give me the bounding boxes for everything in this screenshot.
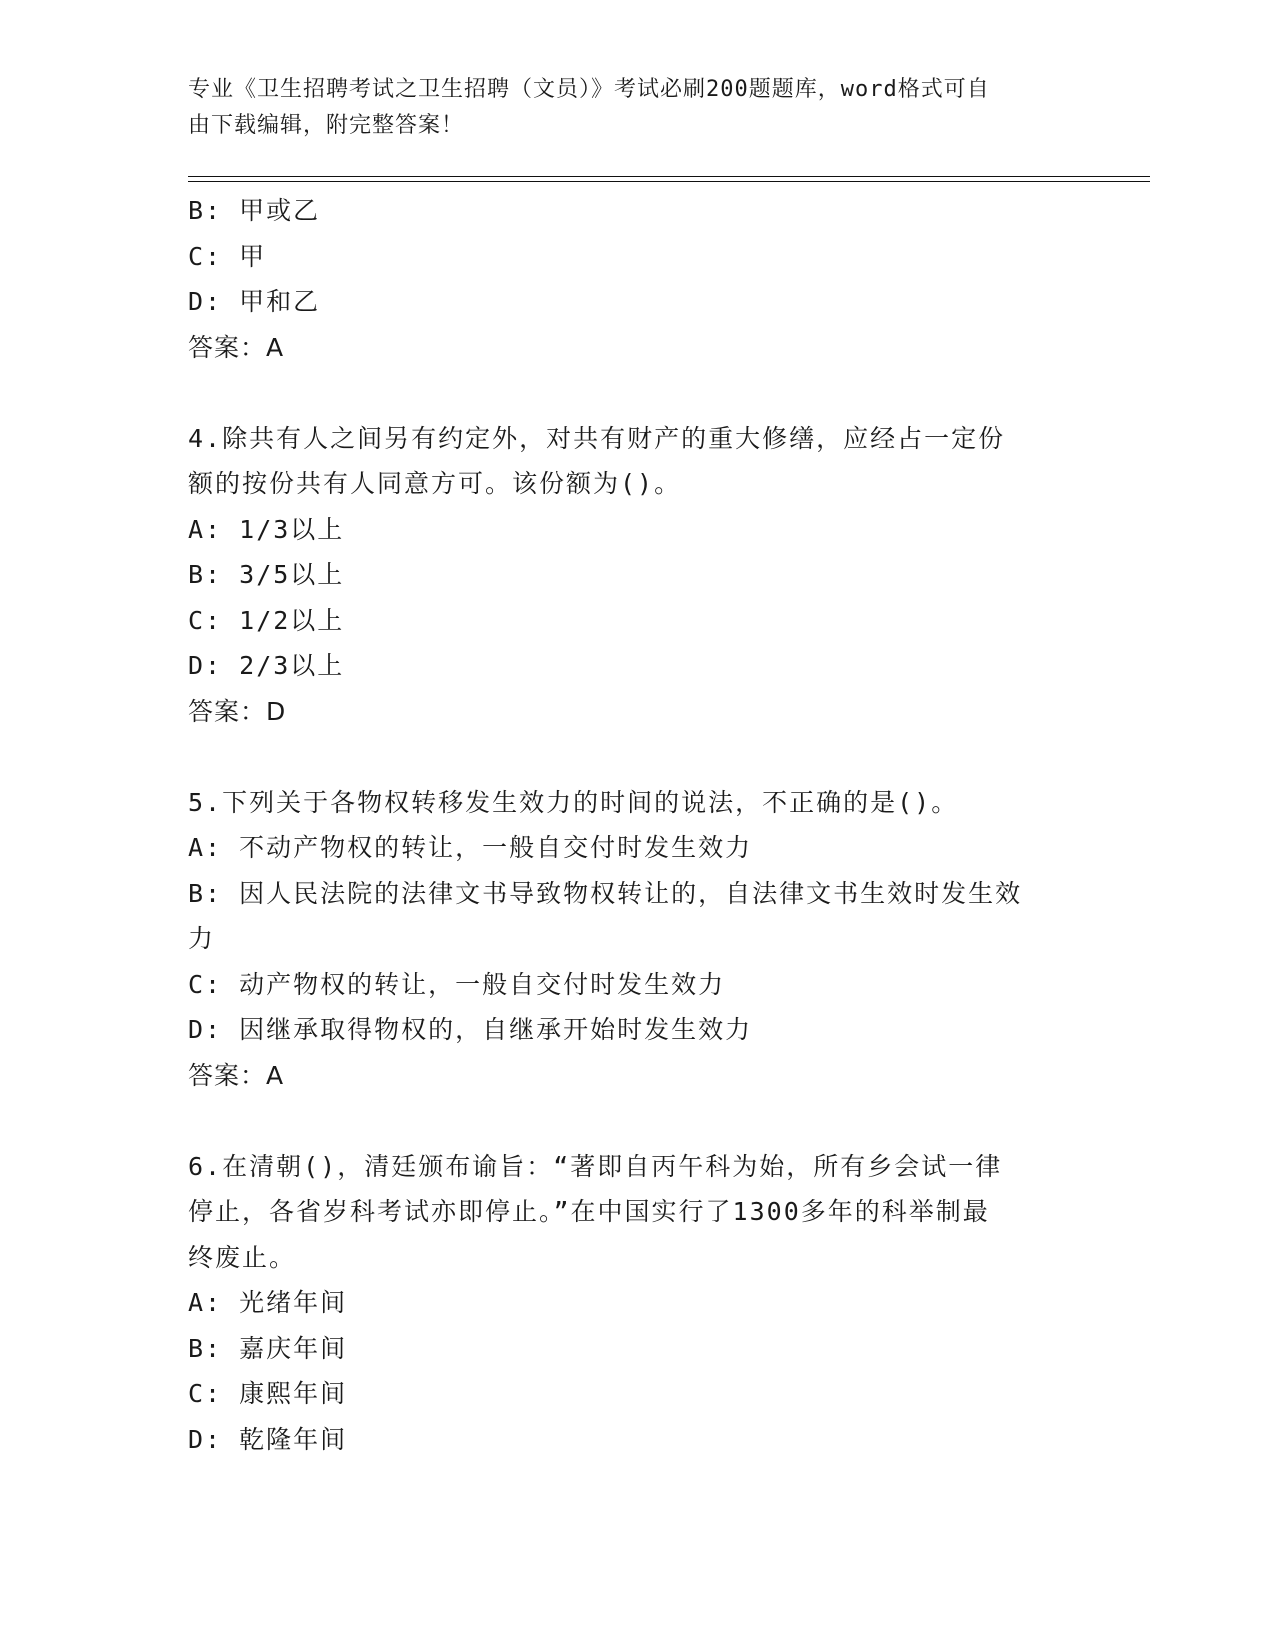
spacer: [188, 734, 1088, 780]
option-d: D: 因继承取得物权的，自继承开始时发生效力: [188, 1015, 753, 1044]
option-b-line-2: 力: [188, 924, 216, 953]
question-list: [188, 188, 1088, 1462]
header-title-line-1: 专业《卫生招聘考试之卫生招聘（文员）》考试必刷200题题库，word格式可自: [188, 77, 990, 102]
question-stem-line-2: 停止，各省岁科考试亦即停止。”在中国实行了1300多年的科举制最: [188, 1197, 990, 1226]
option-b: B: 3/5以上: [188, 560, 345, 589]
answer: 答案：A: [188, 1060, 285, 1090]
option-b-line-1: B: 因人民法院的法律文书导致物权转让的，自法律文书生效时发生效: [188, 878, 1023, 908]
header-divider-top: [188, 176, 1150, 177]
option-b: B: 甲或乙: [188, 196, 321, 225]
answer: 答案：D: [188, 696, 287, 726]
option-c: C: 1/2以上: [188, 605, 345, 635]
option-d: D: 甲和乙: [188, 287, 321, 316]
spacer: [188, 370, 1088, 416]
header-title-line-2: 由下载编辑，附完整答案！: [188, 113, 465, 138]
answer: 答案：A: [188, 332, 285, 362]
option-c: C: 甲: [188, 241, 267, 271]
question-stem-line-1: 5.下列关于各物权转移发生效力的时间的说法，不正确的是()。: [188, 787, 959, 817]
option-d: D: 2/3以上: [188, 651, 345, 680]
question-6: [188, 1144, 1088, 1463]
question-3: [188, 188, 1088, 370]
spacer: [188, 1098, 1088, 1144]
option-c: C: 动产物权的转让，一般自交付时发生效力: [188, 969, 726, 999]
header-divider-bottom: [188, 181, 1150, 182]
option-a: A: 1/3以上: [188, 514, 345, 544]
document-header: [188, 72, 1068, 144]
option-a: A: 光绪年间: [188, 1288, 348, 1317]
option-b: B: 嘉庆年间: [188, 1333, 348, 1363]
option-d: D: 乾隆年间: [188, 1424, 348, 1454]
option-a: A: 不动产物权的转让，一般自交付时发生效力: [188, 833, 753, 862]
question-stem-line-1: 6.在清朝()，清廷颁布谕旨：“著即自丙午科为始，所有乡会试一律: [188, 1151, 1003, 1181]
question-stem-line-1: 4.除共有人之间另有约定外，对共有财产的重大修缮，应经占一定份: [188, 423, 1006, 453]
question-stem-line-2: 额的按份共有人同意方可。该份额为()。: [188, 469, 682, 498]
question-4: [188, 416, 1088, 735]
option-c: C: 康熙年间: [188, 1379, 348, 1408]
question-stem-line-3: 终废止。: [188, 1242, 297, 1272]
question-5: [188, 780, 1088, 1099]
